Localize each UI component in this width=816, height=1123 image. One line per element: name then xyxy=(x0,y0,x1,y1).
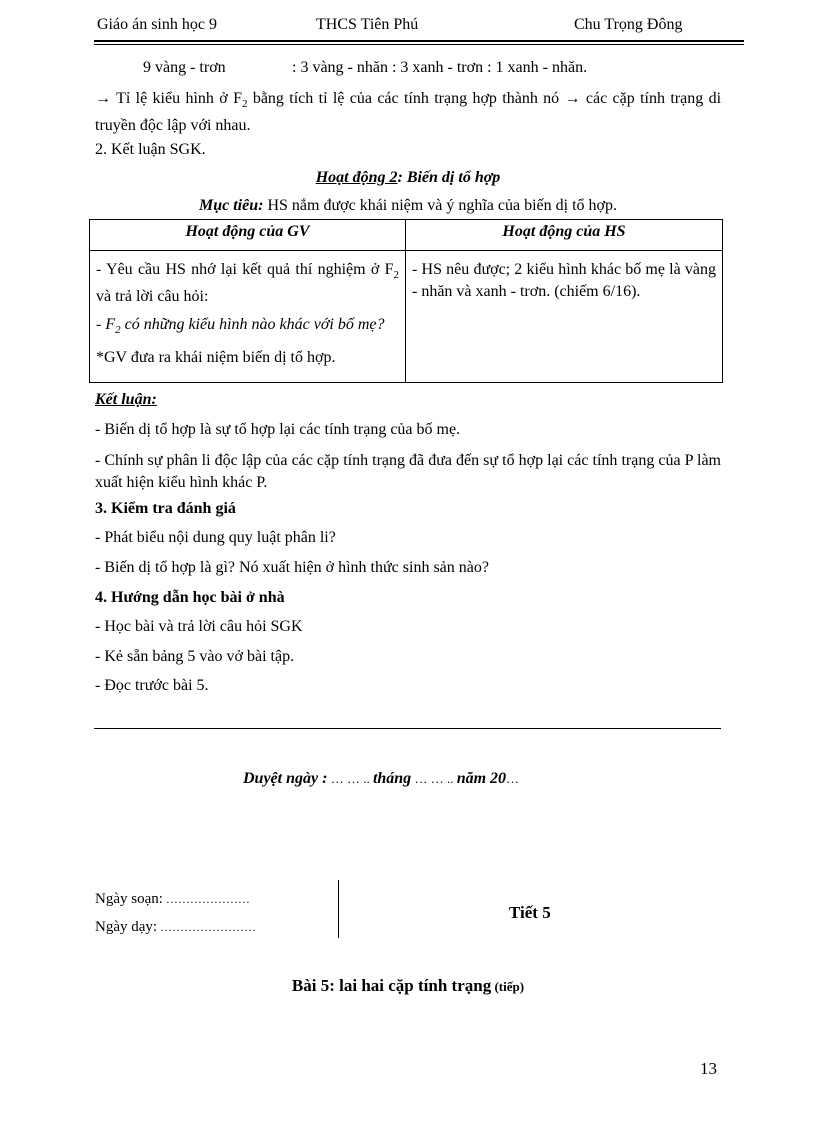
section-divider xyxy=(94,728,721,729)
page-number: 13 xyxy=(700,1059,717,1078)
homework-h3: - Đọc trước bài 5. xyxy=(95,677,209,694)
conclusion-p2: - Chính sự phân li độc lập của các cặp tính trạng đã đưa đến sự tổ hợp lại các tính trạng của P làm xuất hiện kiểu hình khác P. xyxy=(95,452,721,491)
lesson-title: Bài 5: lai hai cặp tính trạng (tiếp) xyxy=(291,976,525,995)
col-gv-header: Hoạt động của GV xyxy=(90,220,406,251)
approval-line: Duyệt ngày : … … .. tháng … … .. năm 20… xyxy=(243,770,520,787)
col-hs-header: Hoạt động của HS xyxy=(406,220,723,251)
header-left: Giáo án sinh học 9 xyxy=(97,16,217,33)
activity-table xyxy=(89,219,723,383)
conclusion-p1: - Biến dị tổ hợp là sự tổ hợp lại các tính trạng của bố mẹ. xyxy=(95,421,461,438)
teach-date: Ngày dạy: …………………… xyxy=(95,919,257,935)
arrow-icon: → xyxy=(564,90,581,107)
assessment-q2: - Biến dị tổ hợp là gì? Nó xuất hiện ở hình thức sinh sản nào? xyxy=(95,559,489,576)
vertical-divider xyxy=(338,880,339,938)
conclusion-sgk: 2. Kết luận SGK. xyxy=(95,141,206,158)
activity-objective: Mục tiêu: HS nắm được khái niệm và ý nghĩa của biến dị tổ hợp. xyxy=(199,197,617,214)
table-row xyxy=(90,251,723,383)
ratio-label: 9 vàng - trơn xyxy=(143,59,226,76)
hs-cell: - HS nêu được; 2 kiểu hình khác bố mẹ là vàng - nhăn và xanh - trơn. (chiếm 6/16). xyxy=(406,251,723,383)
header-rule-thick xyxy=(94,40,744,42)
header-right: Chu Trọng Đông xyxy=(574,16,683,33)
header-rule-thin xyxy=(94,44,744,45)
activity-title: Hoạt động 2: Biến dị tổ hợp xyxy=(315,169,501,186)
homework-heading: 4. Hướng dẫn học bài ở nhà xyxy=(95,589,285,606)
gv-cell: - Yêu cầu HS nhớ lại kết quả thí nghiệm ở $F_2$ và trả lời câu hỏi: - $F_2$ có những kiểu hình nào khác với bố mẹ? *GV đưa ra khái niệm biến dị tổ hợp. xyxy=(90,251,406,383)
arrow-icon: → xyxy=(95,90,111,107)
prep-date: Ngày soạn: ………………… xyxy=(95,891,250,907)
ratio-value: : 3 vàng - nhăn : 3 xanh - trơn : 1 xanh - nhăn. xyxy=(292,59,588,76)
assessment-heading: 3. Kiểm tra đánh giá xyxy=(95,500,236,517)
assessment-q1: - Phát biểu nội dung quy luật phân li? xyxy=(95,529,336,546)
table-header-row xyxy=(90,220,723,251)
homework-h2: - Kẻ sẵn bảng 5 vào vở bài tập. xyxy=(95,648,295,665)
homework-h1: - Học bài và trả lời câu hỏi SGK xyxy=(95,618,303,635)
inheritance-paragraph: → Tỉ lệ kiểu hình ở $F_2$ bằng tích tỉ lệ của các tính trạng hợp thành nó → các cặp tính trạng di truyền độc lập với nhau. xyxy=(95,90,722,135)
conclusion-label: Kết luận: xyxy=(95,391,157,408)
header-center: THCS Tiên Phú xyxy=(316,16,419,33)
period-label: Tiết 5 xyxy=(509,903,551,922)
